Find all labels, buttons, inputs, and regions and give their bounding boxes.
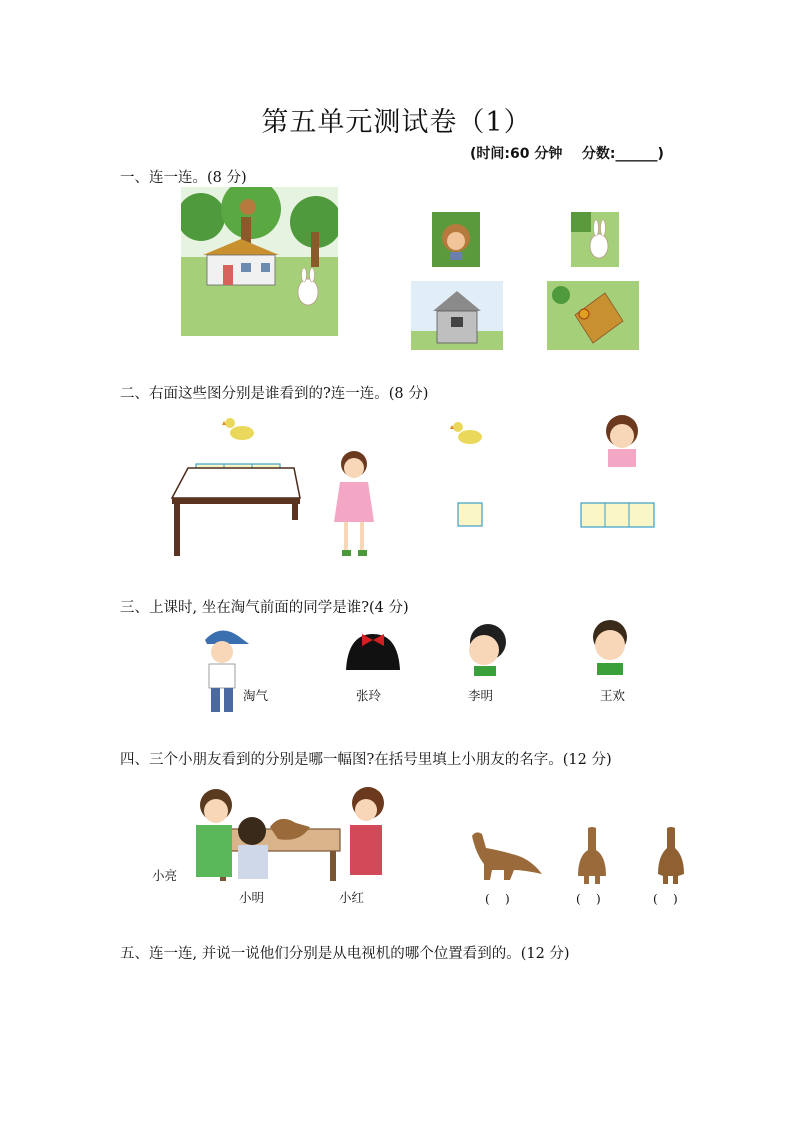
q1-scene-image bbox=[181, 187, 338, 336]
q2-bird-figure bbox=[222, 413, 258, 445]
q3-zhangling-head bbox=[342, 628, 404, 673]
q2-girl-figure bbox=[330, 446, 386, 562]
q2-bird-icon bbox=[450, 417, 486, 449]
question-5-prompt: 五、连一连, 并说一说他们分别是从电视机的哪个位置看到的。(12 分) bbox=[120, 946, 570, 962]
q4-name-xiaoming: 小明 bbox=[239, 890, 265, 905]
q2-table-with-boxes bbox=[170, 460, 305, 558]
q4-answer-blank-1[interactable]: ( ) bbox=[485, 892, 510, 906]
question-1-prompt: 一、连一连。(8 分) bbox=[120, 170, 247, 186]
q3-name-zhangling: 张玲 bbox=[356, 688, 382, 703]
time-score-line: (时间:60 分钟 分数:______) bbox=[470, 146, 664, 162]
q4-children-scene bbox=[180, 783, 395, 887]
q4-dinosaur-front-view bbox=[576, 826, 608, 886]
q2-girl-icon bbox=[596, 409, 646, 467]
q3-name-taoqi: 淘气 bbox=[243, 688, 269, 703]
q4-answer-blank-2[interactable]: ( ) bbox=[576, 892, 601, 906]
q3-wanghuan-head bbox=[585, 617, 635, 675]
q4-name-xiaohong: 小红 bbox=[339, 890, 365, 905]
q4-name-xiaoliang: 小亮 bbox=[152, 868, 178, 883]
page-title: 第五单元测试卷（1） bbox=[261, 107, 532, 138]
q1-rabbit-view-card[interactable] bbox=[571, 212, 619, 267]
q4-dinosaur-back-view bbox=[656, 826, 686, 886]
q3-name-wanghuan: 王欢 bbox=[600, 688, 626, 703]
question-4-prompt: 四、三个小朋友看到的分别是哪一幅图?在括号里填上小朋友的名字。(12 分) bbox=[120, 752, 612, 768]
q2-front-view-option[interactable] bbox=[580, 502, 655, 528]
q1-monkey-view-card[interactable] bbox=[432, 212, 480, 267]
q3-name-liming: 李明 bbox=[468, 688, 494, 703]
q4-dinosaur-side-view bbox=[468, 830, 544, 882]
question-3-prompt: 三、上课时, 坐在淘气前面的同学是谁?(4 分) bbox=[120, 600, 409, 616]
q1-house-front-view-card[interactable] bbox=[411, 281, 503, 350]
q3-liming-head bbox=[460, 620, 518, 678]
q1-house-top-view-card[interactable] bbox=[547, 281, 639, 350]
q2-top-view-option[interactable] bbox=[457, 502, 483, 527]
question-2-prompt: 二、右面这些图分别是谁看到的?连一连。(8 分) bbox=[120, 386, 429, 402]
q4-answer-blank-3[interactable]: ( ) bbox=[653, 892, 678, 906]
